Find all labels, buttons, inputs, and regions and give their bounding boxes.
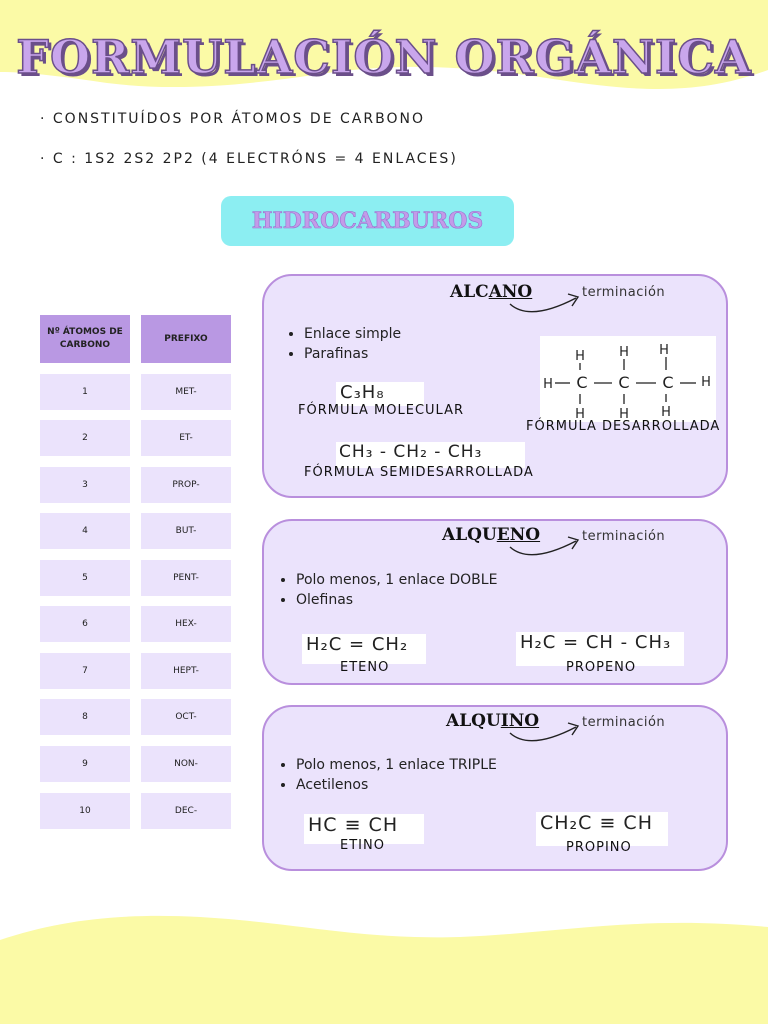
table-cell-prefix: MET- [141, 374, 231, 410]
h-atom: H [659, 343, 669, 358]
alqueno-bullets [278, 570, 497, 610]
list-item: • Acetilenos [296, 775, 497, 795]
table-cell-number: 7 [40, 653, 130, 689]
table-cell-number: 8 [40, 699, 130, 735]
molecular-formula: C₃H₈ [336, 382, 424, 406]
c-atom: C [576, 373, 588, 392]
etino-formula: HC ≡ CH [304, 814, 424, 844]
table-cell-prefix: NON- [141, 746, 231, 782]
table-cell-prefix: PROP- [141, 467, 231, 503]
list-item: • Olefinas [296, 590, 497, 610]
alqueno-termination: terminación [582, 529, 666, 544]
table-cell-prefix: HEX- [141, 606, 231, 642]
semi-developed-formula: CH₃ - CH₂ - CH₃ [336, 442, 525, 468]
intro-line-1: · CONSTITUÍDOS POR ÁTOMOS DE CARBONO [40, 111, 425, 127]
alquino-bullets [278, 755, 497, 795]
h-atom: H [543, 377, 553, 392]
table-header-atoms: Nº ÁTOMOS DE CARBONO [40, 315, 130, 363]
intro-line-2: · C : 1S2 2S2 2P2 (4 ELECTRÓNS = 4 ENLACES) [40, 151, 458, 167]
table-header-prefix: PREFIXO [141, 315, 231, 363]
page-title: FORMULACIÓN ORGÁNICA [16, 30, 752, 84]
alcano-title-prefix: ALC [450, 282, 489, 302]
c-atom: C [618, 373, 630, 392]
table-cell-prefix: OCT- [141, 699, 231, 735]
alquino-title-prefix: ALQU [446, 711, 501, 731]
semi-developed-caption: FÓRMULA SEMIDESARROLLADA [304, 465, 534, 480]
alquino-title-ending: INO [500, 711, 540, 731]
list-item: • Parafinas [304, 344, 401, 364]
h-atom: H [701, 375, 711, 390]
alquino-card [262, 705, 728, 871]
propino-formula: CH₂C ≡ CH [536, 812, 668, 846]
etino-name: ETINO [340, 838, 385, 853]
table-cell-number: 3 [40, 467, 130, 503]
table-cell-number: 6 [40, 606, 130, 642]
table-cell-number: 10 [40, 793, 130, 829]
table-cell-prefix: ET- [141, 420, 231, 456]
h-atom: H [575, 349, 585, 364]
alqueno-title-ending: ENO [496, 525, 541, 545]
propeno-name: PROPENO [566, 660, 637, 675]
alqueno-card [262, 519, 728, 685]
propino-name: PROPINO [566, 840, 632, 855]
table-cell-number: 1 [40, 374, 130, 410]
section-title: HIDROCARBUROS [251, 208, 484, 234]
curved-arrow-icon [504, 288, 584, 320]
curved-arrow-icon [504, 717, 584, 749]
alcano-termination: terminación [582, 285, 666, 300]
table-cell-prefix: BUT- [141, 513, 231, 549]
alcano-title-ending: ANO [488, 282, 533, 302]
alqueno-title-prefix: ALQU [442, 525, 497, 545]
table-cell-number: 2 [40, 420, 130, 456]
section-title-pill [221, 196, 514, 246]
h-atom: H [661, 405, 671, 420]
c-atom: C [662, 373, 674, 392]
h-atom: H [619, 407, 629, 422]
list-item: • Enlace simple [304, 324, 401, 344]
propeno-formula: H₂C = CH - CH₃ [516, 632, 684, 666]
table-cell-number: 9 [40, 746, 130, 782]
list-item: • Polo menos, 1 enlace DOBLE [296, 570, 497, 590]
table-cell-prefix: DEC- [141, 793, 231, 829]
h-atom: H [619, 345, 629, 360]
eteno-name: ETENO [340, 660, 390, 675]
bottom-wave-background [0, 895, 768, 1024]
table-cell-prefix: HEPT- [141, 653, 231, 689]
h-atom: H [575, 407, 585, 422]
eteno-formula: H₂C = CH₂ [302, 634, 426, 664]
curved-arrow-icon [504, 531, 584, 563]
developed-formula [540, 336, 716, 422]
table-cell-number: 4 [40, 513, 130, 549]
alcano-bullets [286, 324, 401, 364]
alquino-termination: terminación [582, 715, 666, 730]
table-cell-number: 5 [40, 560, 130, 596]
alcano-card [262, 274, 728, 498]
developed-caption: FÓRMULA DESARROLLADA [526, 419, 721, 434]
molecular-caption: FÓRMULA MOLECULAR [298, 403, 465, 418]
table-cell-prefix: PENT- [141, 560, 231, 596]
list-item: • Polo menos, 1 enlace TRIPLE [296, 755, 497, 775]
